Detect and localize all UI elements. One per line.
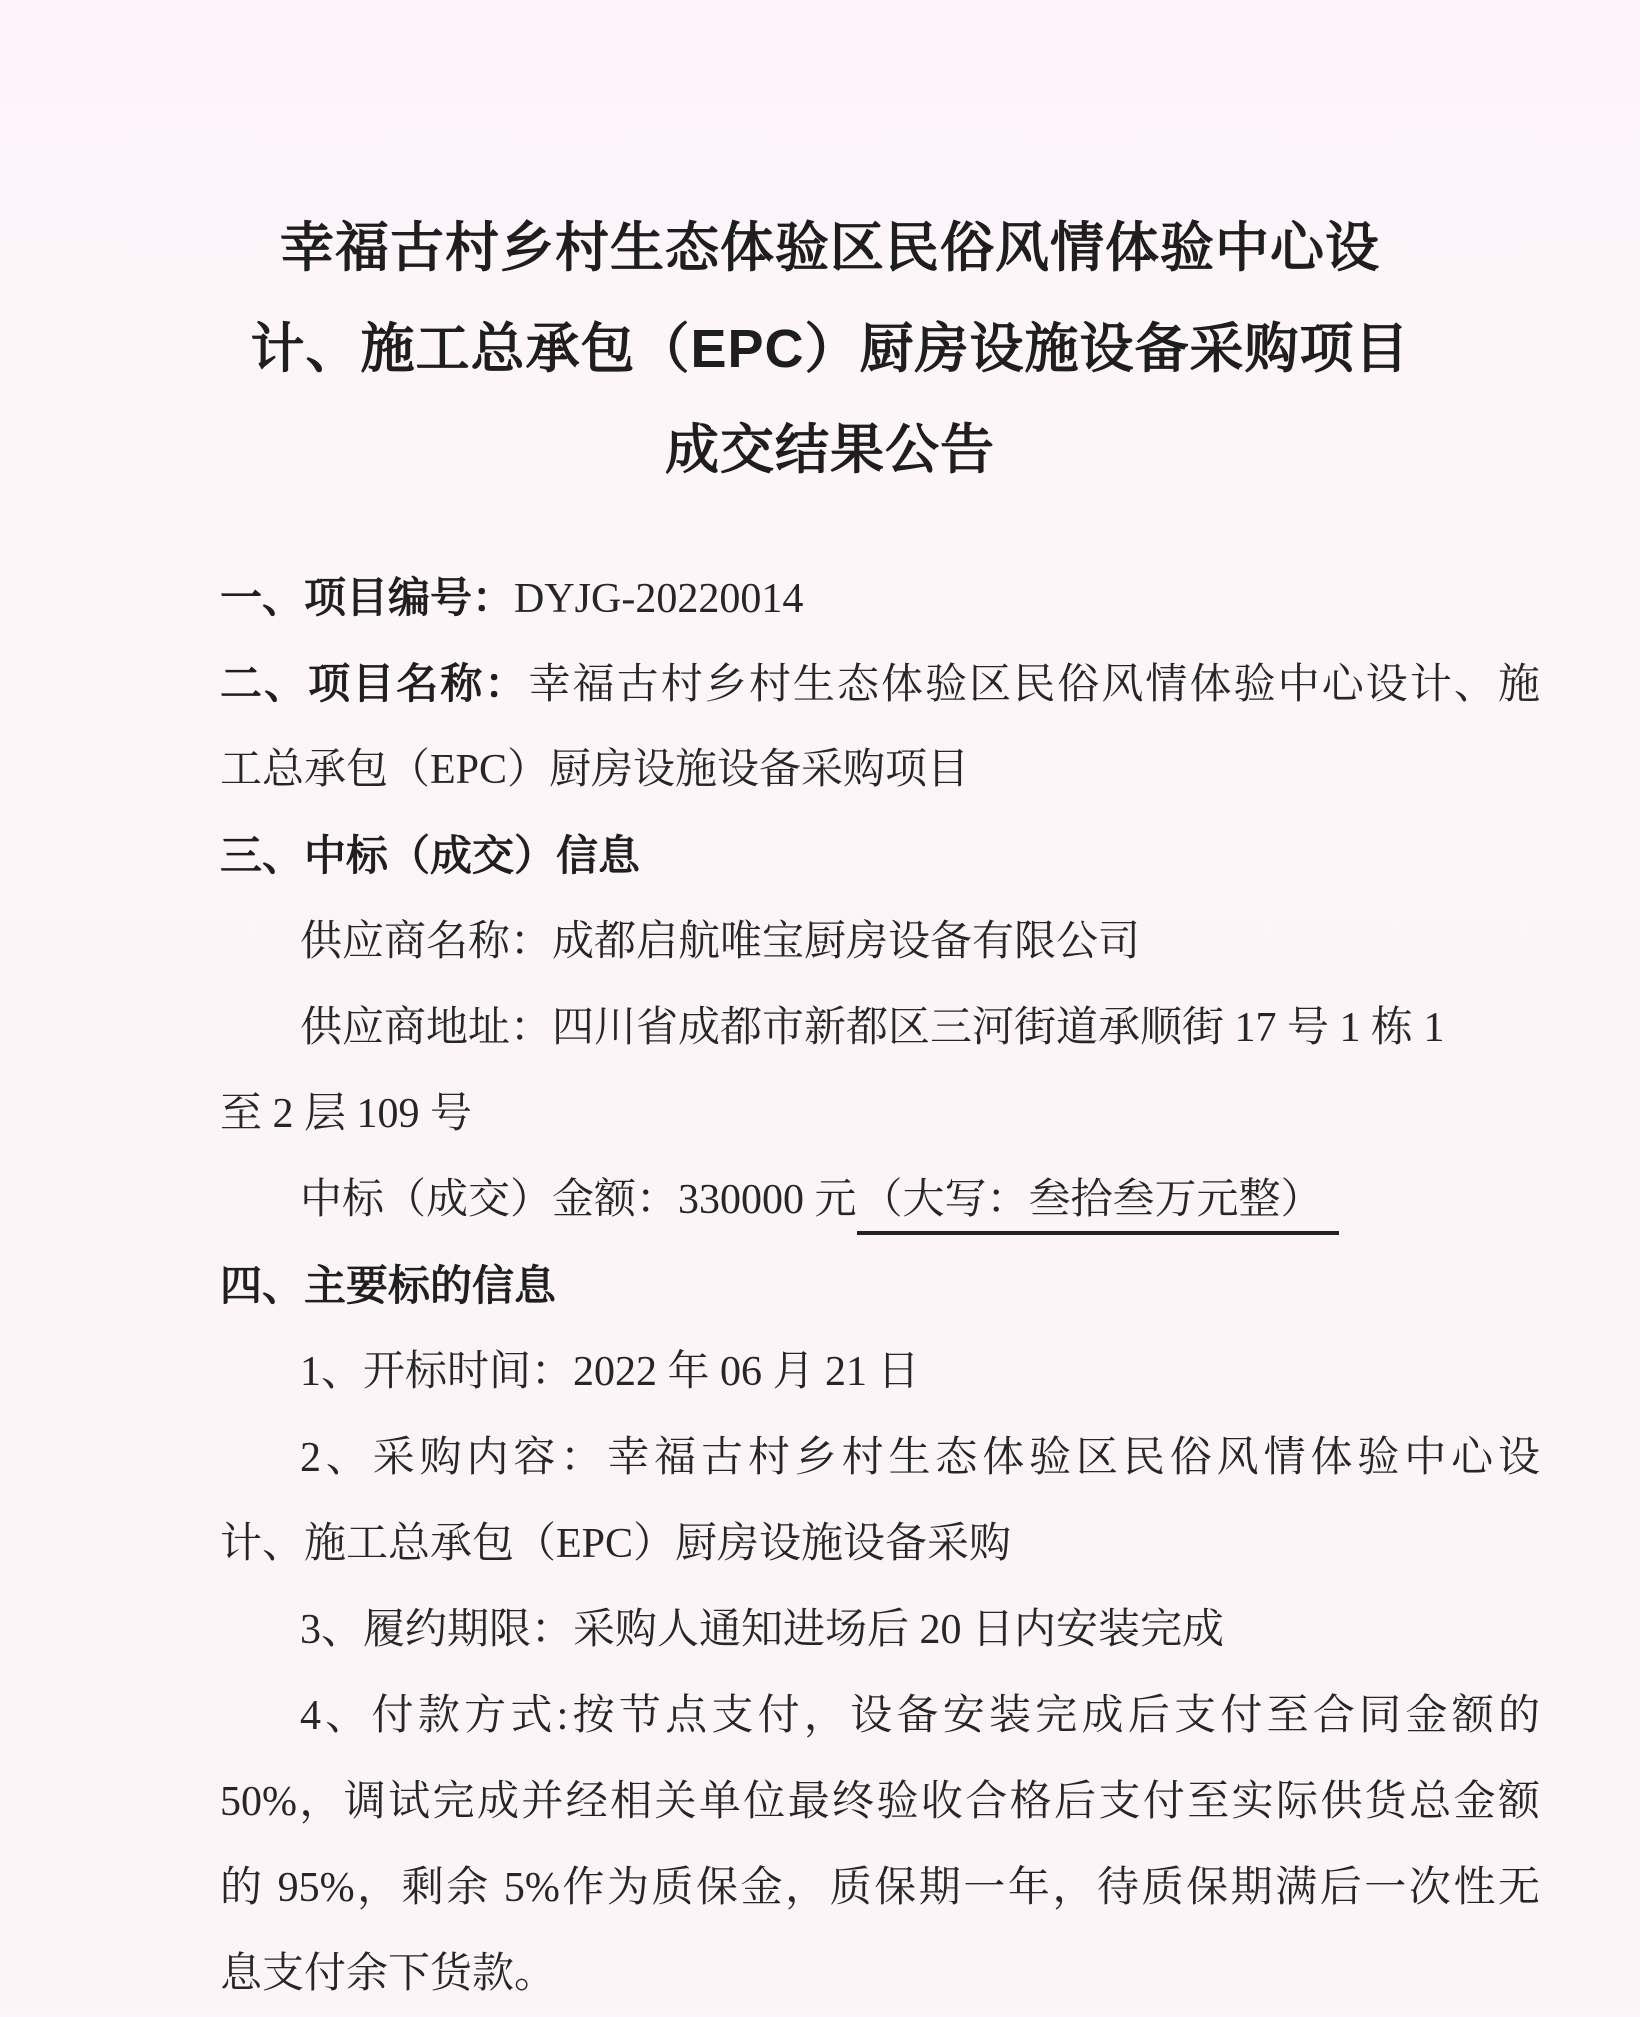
payment-terms-line-2: 50%，调试完成并经相关单位最终验收合格后支付至实际供货总金额 — [220, 1779, 1540, 1825]
payment-terms-line-1: 4、付款方式:按节点支付，设备安装完成后支付至合同金额的 — [300, 1693, 1540, 1739]
award-amount-line — [220, 1157, 1540, 1243]
project-number-value: DYJG-20220014 — [514, 576, 804, 622]
subject-info-heading: 四、主要标的信息 — [220, 1262, 557, 1309]
project-name-value-part-1: 幸福古村乡村生态体验区民俗风情体验中心设计、施 — [528, 662, 1540, 708]
performance-period-line: 3、履约期限：采购人通知进场后 20 日内安装完成 — [300, 1607, 1225, 1653]
document-body — [220, 555, 1540, 2017]
supplier-address-line-2: 至 2 层 109 号 — [220, 1091, 473, 1137]
project-name-line-2 — [220, 727, 1540, 813]
project-name-line-1 — [220, 641, 1540, 727]
procurement-content-line-1: 2、采购内容：幸福古村乡村生态体验区民俗风情体验中心设 — [300, 1435, 1540, 1481]
supplier-address-line-1: 供应商地址：四川省成都市新都区三河街道承顺街 17 号 1 栋 1 — [300, 1005, 1445, 1051]
project-name-value-part-2: 工总承包（EPC）厨房设施设备采购项目 — [220, 747, 970, 793]
project-number-label: 一、项目编号： — [220, 574, 515, 621]
award-info-heading: 三、中标（成交）信息 — [220, 832, 641, 879]
procurement-content-line-2: 计、施工总承包（EPC）厨房设施设备采购 — [220, 1521, 1012, 1567]
document-title-line-2: 计、施工总承包（EPC）厨房设施设备采购项目 — [250, 319, 1410, 379]
project-name-label: 二、项目名称： — [220, 660, 529, 707]
document-title-line-3: 成交结果公告 — [665, 420, 995, 480]
award-amount-text: 中标（成交）金额：330000 元 — [300, 1177, 857, 1223]
payment-terms-line-4: 息支付余下货款。 — [220, 1951, 557, 1997]
document-title-line-1: 幸福古村乡村生态体验区民俗风情体验中心设 — [280, 218, 1380, 278]
document-title — [220, 198, 1440, 501]
supplier-name-line: 供应商名称：成都启航唯宝厨房设备有限公司 — [300, 919, 1141, 965]
award-amount-capital-underlined: （大写：叁拾叁万元整） — [857, 1177, 1339, 1235]
project-number-line — [220, 555, 1540, 641]
open-time-line: 1、开标时间：2022 年 06 月 21 日 — [300, 1349, 920, 1395]
payment-terms-line-3: 的 95%，剩余 5%作为质保金，质保期一年，待质保期满后一次性无 — [220, 1865, 1540, 1911]
